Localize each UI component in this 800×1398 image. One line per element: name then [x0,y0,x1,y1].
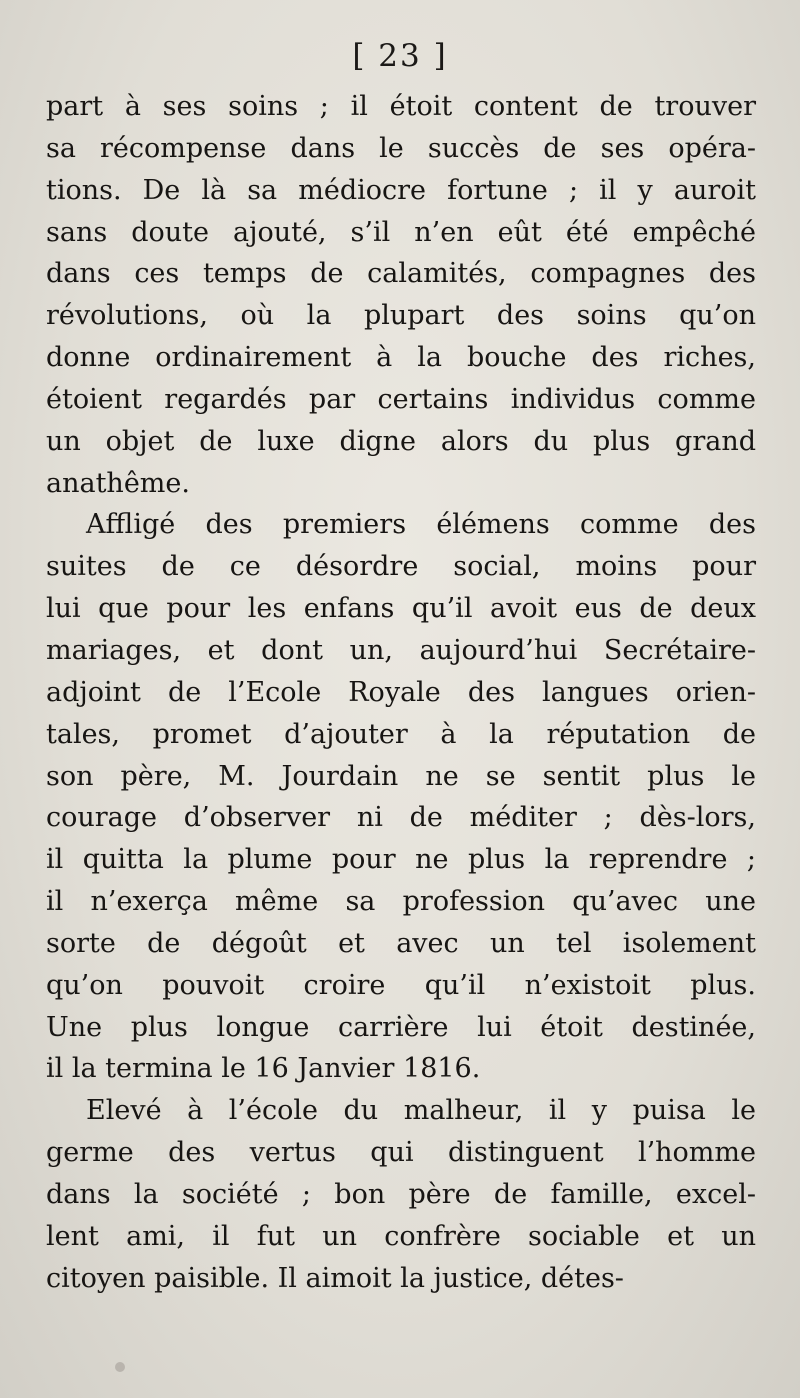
page-number: [ 23 ] [352,38,448,74]
paragraph [46,86,756,504]
text-line: lui que pour les enfans qu’il avoit eus de deux [46,593,756,625]
text-line: sorte de dégoût et avec un tel isolement [46,927,756,959]
text-line: sa récompense dans le succès de ses opéra- [46,132,756,164]
text-line: donne ordinairement à la bouche des riches, [46,342,756,374]
text-line: Une plus longue carrière lui étoit destinée, [46,1011,756,1043]
text-line: courage d’observer ni de méditer ; dès-lors, [46,802,756,834]
paragraph [46,504,756,1090]
text-line: sans doute ajouté, s’il n’en eût été empêché [46,216,756,248]
text-line: dans ces temps de calamités, compagnes des [46,258,756,290]
text-line: tions. De là sa médiocre fortune ; il y auroit [46,174,756,206]
text-line: anathême. [46,467,190,499]
text-line: un objet de luxe digne alors du plus grand [46,425,756,457]
text-line: Elevé à l’école du malheur, il y puisa le [86,1095,756,1127]
text-line: citoyen paisible. Il aimoit la justice, détes- [46,1262,624,1294]
text-line: Affligé des premiers élémens comme des [86,509,756,541]
text-line: dans la société ; bon père de famille, excel- [46,1178,756,1210]
text-line: mariages, et dont un, aujourd’hui Secrétaire- [46,634,756,666]
text-line: suites de ce désordre social, moins pour [46,551,756,583]
text-line: révolutions, où la plupart des soins qu’on [46,300,756,332]
text-line: il la termina le 16 Janvier 1816. [46,1053,481,1085]
text-line: il n’exerça même sa profession qu’avec une [46,886,756,918]
body-text [46,86,756,1299]
text-line: qu’on pouvoit croire qu’il n’existoit plus. [46,969,756,1001]
text-line: germe des vertus qui distinguent l’homme [46,1137,756,1169]
text-line: son père, M. Jourdain ne se sentit plus le [46,760,756,792]
text-line: il quitta la plume pour ne plus la reprendre ; [46,844,756,876]
text-line: part à ses soins ; il étoit content de trouver [46,91,756,122]
text-line: étoient regardés par certains individus comme [46,383,756,415]
paragraph [46,1090,756,1299]
text-line: lent ami, il fut un confrère sociable et un [46,1220,756,1252]
text-line: tales, promet d’ajouter à la réputation de [46,718,756,750]
paper-speck [115,1362,125,1372]
text-line: adjoint de l’Ecole Royale des langues orien- [46,676,756,708]
